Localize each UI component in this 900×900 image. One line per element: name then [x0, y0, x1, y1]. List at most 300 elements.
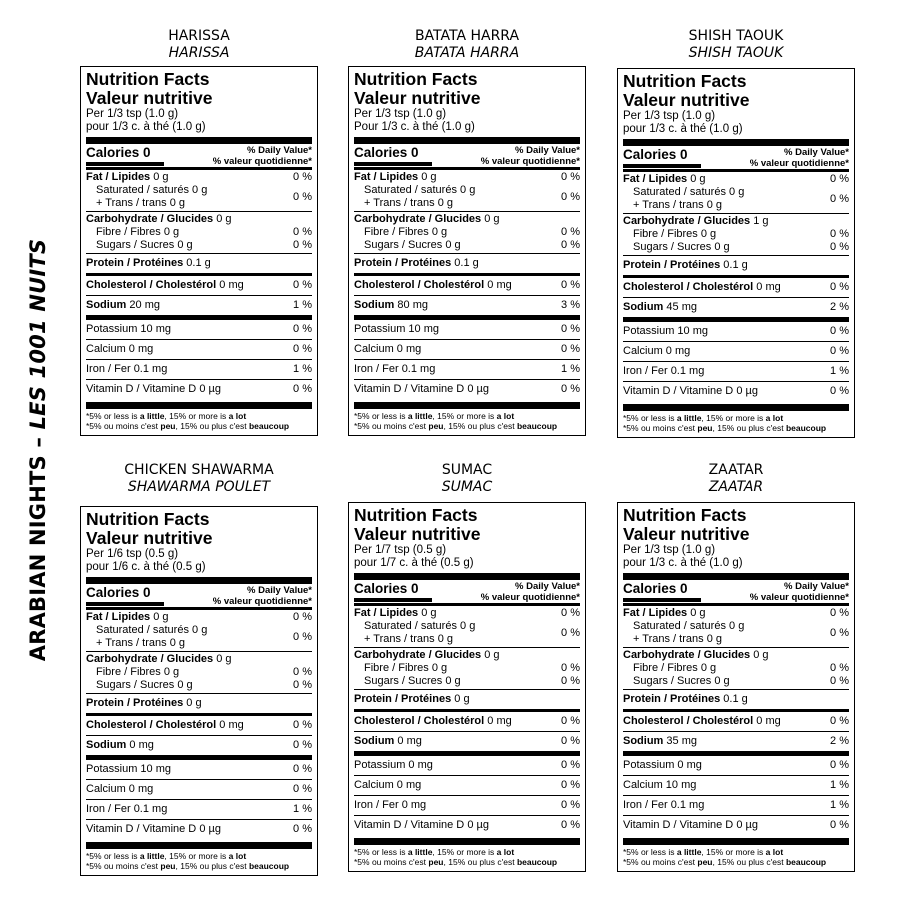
potassium-row [354, 756, 580, 775]
trans-label: + Trans / trans [96, 637, 167, 649]
nutrition-panel-3 [617, 28, 855, 433]
fat-value: 0 g [421, 607, 437, 619]
protein-label: Protein / Protéines [86, 257, 184, 269]
fibre-value: 0 g [163, 226, 180, 238]
sodium-row [623, 298, 849, 317]
fibre-pct: 0 % [293, 226, 312, 238]
sugars-value: 0 g [177, 679, 193, 691]
calcium-row [354, 776, 580, 795]
cholesterol-pct: 0 % [830, 715, 849, 727]
fat-pct: 0 % [561, 607, 580, 619]
footnote-en [354, 847, 580, 857]
nutrition-panel-4 [80, 462, 318, 871]
footnote-fr [623, 423, 849, 433]
sodium-value: 20 mg [129, 299, 160, 311]
sugars-label: Sugars / Sucres [633, 241, 712, 253]
serving-size-en: Per 1/3 tsp (1.0 g) [623, 110, 716, 122]
cholesterol-row [86, 276, 312, 295]
daily-value-fr: % valeur quotidienne* [480, 592, 580, 603]
fibre-label: Fibre / Fibres [96, 226, 161, 238]
calories-underline [623, 598, 701, 602]
sat-value: 0 g [460, 620, 476, 632]
footnote-fr [354, 857, 580, 867]
label-title-fr: Valeur nutritive [86, 528, 213, 548]
carb-row [86, 653, 312, 666]
nutrition-panel-1 [80, 28, 318, 431]
sugars-pct: 0 % [830, 675, 849, 687]
calories-label: Calories [623, 581, 677, 596]
fibre-row [623, 662, 849, 675]
vitamin-d-label: Vitamin D / Vitamine D [86, 823, 197, 835]
product-name-en: ZAATAR [708, 462, 764, 478]
trans-value: 0 g [437, 633, 453, 645]
product-name [348, 28, 586, 62]
calcium-label: Calcium [354, 779, 394, 791]
vitamin-d-label: Vitamin D / Vitamine D [623, 819, 734, 831]
fat-group [623, 172, 849, 213]
vitamin-d-label: Vitamin D / Vitamine D [86, 383, 197, 395]
vitamin-d-row [354, 816, 580, 835]
calories-row [354, 580, 580, 603]
product-name-en: SUMAC [441, 462, 493, 478]
sugars-label: Sugars / Sucres [96, 239, 175, 251]
sugars-value: 0 g [445, 675, 461, 687]
cholesterol-label: Cholesterol / Cholestérol [623, 715, 754, 727]
calcium-label: Calcium [623, 345, 663, 357]
calories-value: 0 [143, 585, 151, 600]
fibre-row [354, 662, 580, 675]
footnote-fr [86, 421, 312, 431]
potassium-pct: 0 % [561, 323, 580, 335]
carb-group [86, 652, 312, 693]
sodium-row [86, 296, 312, 315]
iron-pct: 1 % [293, 803, 312, 815]
daily-value-en: % Daily Value* [247, 585, 312, 596]
footnote-part: beaucoup [785, 857, 827, 867]
carb-label: Carbohydrate / Glucides [354, 213, 482, 225]
carb-value: 1 g [753, 215, 769, 227]
potassium-label: Potassium [623, 325, 675, 337]
side-title [26, 239, 50, 661]
product-name [617, 28, 855, 62]
calories-row [623, 146, 849, 169]
footnote-en [623, 847, 849, 857]
vitamin-d-value: 0 µg [199, 383, 221, 395]
fat-group [354, 170, 580, 211]
label-title-fr: Valeur nutritive [623, 524, 750, 544]
fat-row [86, 611, 312, 624]
trans-label: + Trans / trans [96, 197, 167, 209]
serving-size-fr: Pour 1/3 c. à thé (1.0 g) [354, 121, 475, 133]
sodium-label: Sodium [354, 299, 395, 311]
iron-label: Iron / Fer [623, 365, 668, 377]
sodium-value: 35 mg [666, 735, 697, 747]
footnote-part: a lot [765, 413, 784, 423]
vitamin-d-label: Vitamin D / Vitamine D [623, 385, 734, 397]
daily-value-fr: % valeur quotidienne* [212, 596, 312, 607]
vitamin-d-label: Vitamin D / Vitamine D [354, 383, 465, 395]
sodium-label: Sodium [623, 735, 664, 747]
cholesterol-pct: 0 % [293, 719, 312, 731]
potassium-label: Potassium [623, 759, 675, 771]
footnote-part: , 15% ou plus c'est [175, 861, 249, 871]
iron-label: Iron / Fer [354, 799, 399, 811]
sugars-row [623, 675, 849, 688]
footnote [623, 845, 849, 867]
daily-value-en: % Daily Value* [515, 145, 580, 156]
calories-label: Calories [623, 147, 677, 162]
label-title-fr: Valeur nutritive [86, 88, 213, 108]
fat-value: 0 g [690, 607, 706, 619]
sugars-row [86, 679, 312, 692]
potassium-label: Potassium [354, 323, 406, 335]
label-title-fr: Valeur nutritive [354, 524, 481, 544]
carb-value: 0 g [216, 653, 232, 665]
footnote-part: peu [428, 857, 444, 867]
fat-row [623, 607, 849, 620]
footnote-en [86, 851, 312, 861]
fat-row [354, 171, 580, 184]
sodium-label: Sodium [623, 301, 664, 313]
footnote-part: , 15% ou plus c'est [712, 857, 786, 867]
protein-row [354, 690, 580, 709]
sat-label: Saturated / saturés [364, 620, 457, 632]
footnote-part: , 15% or more is [432, 411, 497, 421]
sugars-value: 0 g [177, 239, 193, 251]
side-title-main: ARABIAN NIGHTS – [26, 429, 50, 662]
daily-value-en: % Daily Value* [784, 581, 849, 592]
footnote-part: *5% or less is [86, 411, 140, 421]
footnote-part: *5% ou moins c'est [86, 421, 161, 431]
sodium-pct: 2 % [830, 301, 849, 313]
footnote-part: , 15% ou plus c'est [443, 421, 517, 431]
sat-trans-row [623, 186, 849, 212]
iron-value: 0.1 mg [401, 363, 436, 375]
cholesterol-row [354, 712, 580, 731]
sugars-value: 0 g [714, 675, 730, 687]
carb-value: 0 g [216, 213, 232, 225]
product-name [617, 462, 855, 496]
footnote-en [86, 411, 312, 421]
footnote-part: peu [160, 861, 176, 871]
protein-value: 0.1 g [454, 257, 479, 269]
footnote-part: , 15% or more is [701, 413, 766, 423]
footnote [354, 845, 580, 867]
footnote-part: beaucoup [785, 423, 827, 433]
daily-value-header [481, 581, 580, 603]
nutrition-facts-label [617, 68, 855, 438]
carb-value: 0 g [753, 649, 769, 661]
daily-value-fr: % valeur quotidienne* [212, 156, 312, 167]
footnote-part: *5% ou moins c'est [354, 421, 429, 431]
carb-row [623, 649, 849, 662]
label-title-en: Nutrition Facts [86, 69, 210, 89]
nutrition-panel-6 [617, 462, 855, 867]
protein-value: 0 g [454, 693, 470, 705]
sodium-label: Sodium [86, 739, 127, 751]
daily-value-fr: % valeur quotidienne* [480, 156, 580, 167]
product-name-fr: HARISSA [168, 45, 230, 61]
iron-row [354, 796, 580, 815]
protein-row [623, 690, 849, 709]
vitamin-d-value: 0 µg [467, 819, 489, 831]
sugars-row [623, 241, 849, 254]
fat-value: 0 g [421, 171, 437, 183]
serving-size-en: Per 1/3 tsp (1.0 g) [623, 544, 716, 556]
product-name-fr: SUMAC [441, 479, 493, 495]
product-name-fr: BATATA HARRA [414, 45, 520, 61]
potassium-pct: 0 % [561, 759, 580, 771]
fat-group [86, 610, 312, 651]
sodium-row [354, 732, 580, 751]
fibre-row [354, 226, 580, 239]
sodium-label: Sodium [86, 299, 127, 311]
fat-pct: 0 % [830, 173, 849, 185]
serving-size-fr: pour 1/3 c. à thé (1.0 g) [623, 557, 743, 569]
footnote [86, 849, 312, 871]
potassium-label: Potassium [86, 763, 138, 775]
calcium-pct: 0 % [293, 343, 312, 355]
cholesterol-label: Cholesterol / Cholestérol [354, 279, 485, 291]
footnote-fr [86, 861, 312, 871]
daily-value-header [213, 585, 312, 607]
potassium-pct: 0 % [830, 325, 849, 337]
trans-value: 0 g [169, 197, 185, 209]
sugars-pct: 0 % [561, 675, 580, 687]
sat-value: 0 g [192, 184, 208, 196]
divider [354, 402, 580, 409]
fibre-label: Fibre / Fibres [633, 228, 698, 240]
footnote-part: peu [697, 857, 713, 867]
label-title-fr: Valeur nutritive [354, 88, 481, 108]
fat-label: Fat / Lipides [354, 171, 419, 183]
vitamin-d-pct: 0 % [830, 385, 849, 397]
sat-trans-row [86, 184, 312, 210]
footnote-part: a little [407, 847, 433, 857]
sugars-label: Sugars / Sucres [364, 675, 443, 687]
footnote-part: a lot [228, 851, 247, 861]
daily-value-en: % Daily Value* [784, 147, 849, 158]
nutrition-facts-label [348, 502, 586, 872]
sodium-label: Sodium [354, 735, 395, 747]
side-title-italic: LES 1001 NUITS [26, 238, 50, 430]
fat-row [86, 171, 312, 184]
fat-row [354, 607, 580, 620]
footnote-part: *5% or less is [86, 851, 140, 861]
label-title-en: Nutrition Facts [354, 505, 478, 525]
vitamin-d-label: Vitamin D / Vitamine D [354, 819, 465, 831]
divider [354, 838, 580, 845]
product-name-en: BATATA HARRA [414, 28, 520, 44]
potassium-value: 10 mg [140, 323, 171, 335]
cholesterol-value: 0 mg [756, 281, 781, 293]
calcium-row [354, 340, 580, 359]
daily-value-header [213, 145, 312, 167]
vitamin-d-value: 0 µg [199, 823, 221, 835]
sodium-row [623, 732, 849, 751]
calcium-value: 0 mg [396, 343, 422, 355]
calcium-pct: 1 % [830, 779, 849, 791]
sat-value: 0 g [729, 620, 745, 632]
fibre-value: 0 g [700, 662, 717, 674]
sat-trans-pct: 0 % [293, 191, 312, 203]
fibre-label: Fibre / Fibres [364, 226, 429, 238]
vitamin-d-value: 0 µg [467, 383, 489, 395]
iron-row [86, 360, 312, 379]
footnote-part: , 15% or more is [432, 847, 497, 857]
protein-row [86, 694, 312, 713]
serving-size-en: Per 1/6 tsp (0.5 g) [86, 548, 179, 560]
carb-row [354, 213, 580, 226]
potassium-value: 10 mg [140, 763, 171, 775]
footnote [623, 411, 849, 433]
sodium-pct: 1 % [293, 299, 312, 311]
fat-pct: 0 % [830, 607, 849, 619]
product-name-en: CHICKEN SHAWARMA [124, 462, 274, 478]
fat-label: Fat / Lipides [86, 171, 151, 183]
calories-underline [86, 602, 164, 606]
potassium-value: 0 mg [408, 759, 433, 771]
carb-group [354, 212, 580, 253]
footnote-part: a little [139, 851, 165, 861]
protein-row [86, 254, 312, 273]
fat-group [623, 606, 849, 647]
fibre-value: 0 g [431, 662, 448, 674]
daily-value-header [750, 147, 849, 169]
footnote-part: , 15% ou plus c'est [712, 423, 786, 433]
carb-label: Carbohydrate / Glucides [354, 649, 482, 661]
iron-pct: 1 % [293, 363, 312, 375]
footnote-part: peu [160, 421, 176, 431]
calcium-row [86, 780, 312, 799]
vitamin-d-row [623, 382, 849, 401]
fat-label: Fat / Lipides [623, 173, 688, 185]
cholesterol-label: Cholesterol / Cholestérol [86, 719, 217, 731]
product-name-en: HARISSA [168, 28, 230, 44]
calcium-row [623, 776, 849, 795]
trans-label: + Trans / trans [633, 633, 704, 645]
trans-value: 0 g [706, 199, 722, 211]
calories-row [86, 144, 312, 167]
sodium-row [354, 296, 580, 315]
fibre-pct: 0 % [561, 226, 580, 238]
footnote-part: a little [139, 411, 165, 421]
vitamin-d-pct: 0 % [561, 383, 580, 395]
sat-label: Saturated / saturés [633, 186, 726, 198]
nutrition-panel-5 [348, 462, 586, 867]
calcium-row [86, 340, 312, 359]
iron-pct: 0 % [561, 799, 580, 811]
calories-value: 0 [143, 145, 151, 160]
fat-pct: 0 % [293, 611, 312, 623]
potassium-value: 10 mg [677, 325, 708, 337]
footnote-part: a little [676, 847, 702, 857]
carb-group [86, 212, 312, 253]
iron-row [623, 796, 849, 815]
fat-group [354, 606, 580, 647]
divider [86, 402, 312, 409]
sugars-row [354, 675, 580, 688]
divider [86, 842, 312, 849]
vitamin-d-row [86, 820, 312, 839]
calories-underline [86, 162, 164, 166]
sat-value: 0 g [192, 624, 208, 636]
footnote-part: a lot [228, 411, 247, 421]
footnote-part: a little [676, 413, 702, 423]
sat-value: 0 g [460, 184, 476, 196]
protein-label: Protein / Protéines [623, 693, 721, 705]
vitamin-d-row [86, 380, 312, 399]
footnote-part: , 15% ou plus c'est [175, 421, 249, 431]
potassium-row [354, 320, 580, 339]
fibre-pct: 0 % [830, 662, 849, 674]
footnote-part: beaucoup [248, 421, 290, 431]
trans-label: + Trans / trans [364, 633, 435, 645]
calories-row [354, 144, 580, 167]
sugars-value: 0 g [445, 239, 461, 251]
product-name-fr: SHAWARMA POULET [127, 479, 271, 495]
sat-trans-row [354, 620, 580, 646]
product-name [348, 462, 586, 496]
vitamin-d-value: 0 µg [736, 385, 758, 397]
trans-value: 0 g [706, 633, 722, 645]
potassium-row [623, 756, 849, 775]
serving-size-fr: pour 1/3 c. à thé (1.0 g) [623, 123, 743, 135]
footnote-part: a lot [496, 847, 515, 857]
product-name-fr: SHISH TAOUK [688, 45, 784, 61]
calcium-row [623, 342, 849, 361]
calories-label: Calories [86, 585, 140, 600]
divider [354, 573, 580, 580]
calcium-pct: 0 % [561, 779, 580, 791]
label-title-fr: Valeur nutritive [623, 90, 750, 110]
daily-value-header [481, 145, 580, 167]
serving-size-fr: pour 1/7 c. à thé (0.5 g) [354, 557, 474, 569]
vitamin-d-pct: 0 % [293, 823, 312, 835]
fat-group [86, 170, 312, 211]
cholesterol-pct: 0 % [830, 281, 849, 293]
footnote-en [623, 413, 849, 423]
iron-value: 0.1 mg [133, 363, 168, 375]
sat-trans-row [86, 624, 312, 650]
protein-row [354, 254, 580, 273]
sat-trans-pct: 0 % [830, 627, 849, 639]
fat-label: Fat / Lipides [86, 611, 151, 623]
sodium-row [86, 736, 312, 755]
sugars-label: Sugars / Sucres [633, 675, 712, 687]
sat-label: Saturated / saturés [633, 620, 726, 632]
cholesterol-value: 0 mg [219, 279, 244, 291]
sat-trans-row [354, 184, 580, 210]
cholesterol-pct: 0 % [561, 715, 580, 727]
cholesterol-row [623, 712, 849, 731]
footnote-part: a little [407, 411, 433, 421]
protein-label: Protein / Protéines [86, 697, 184, 709]
protein-label: Protein / Protéines [354, 257, 452, 269]
calories-value: 0 [411, 145, 419, 160]
divider [623, 838, 849, 845]
vitamin-d-pct: 0 % [561, 819, 580, 831]
carb-value: 0 g [484, 649, 500, 661]
cholesterol-row [354, 276, 580, 295]
footnote-part: *5% or less is [354, 411, 408, 421]
sodium-value: 80 mg [397, 299, 428, 311]
calories-value: 0 [680, 581, 688, 596]
divider [86, 137, 312, 144]
calcium-value: 0 mg [396, 779, 422, 791]
iron-label: Iron / Fer [86, 803, 131, 815]
label-title-en: Nutrition Facts [354, 69, 478, 89]
